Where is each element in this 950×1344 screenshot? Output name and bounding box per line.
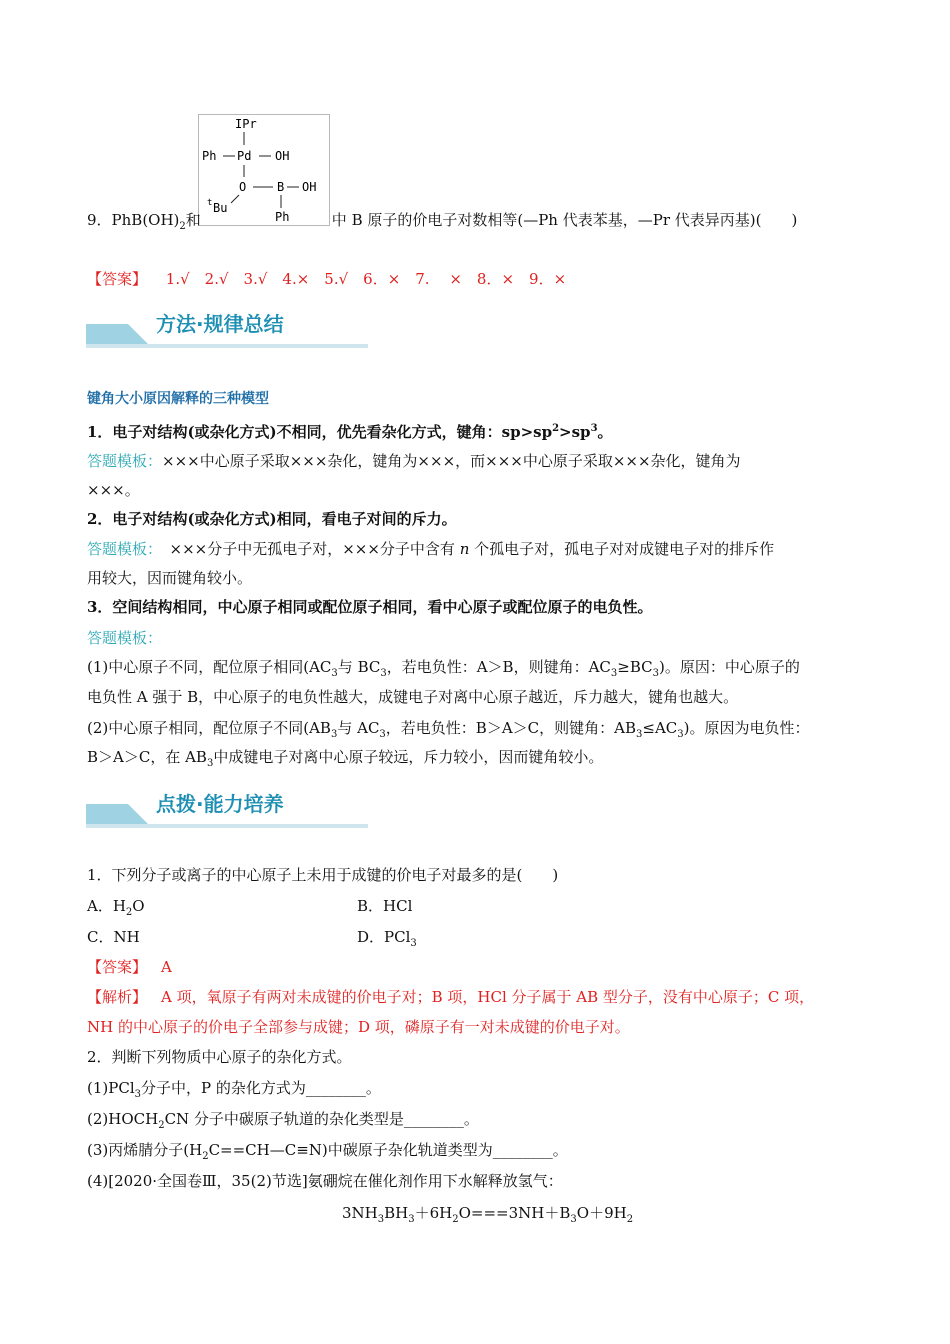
banner-methods <box>86 308 368 350</box>
struct-pd: Pd <box>237 149 252 163</box>
q9-line: 9．$PhB(OH)_2$和 中 B 原子的价电子对数相等(—Ph 代表苯基，—Pr 代表异丙基)( ) <box>87 211 798 232</box>
rule-1: 1．电子对结构(或杂化方式)不相同，优先看杂化方式，键角：$sp>sp^2>sp^3$。 <box>87 423 613 441</box>
struct-b: B <box>277 180 285 194</box>
q9-num: 9．PhB(OH) <box>87 211 180 229</box>
banner-ability <box>86 788 368 830</box>
answers-label: 【答案】 <box>87 270 148 288</box>
ex1-option-c: C．NH <box>87 928 140 946</box>
banner-methods-title: 方法·规律总结 <box>156 312 284 336</box>
struct-ph-bottom: Ph <box>275 210 290 224</box>
template-label: 答题模板： <box>87 629 163 647</box>
template-label: 答题模板： <box>87 452 163 470</box>
template-1-line1: 答题模板：×××中心原子采取×××杂化，键角为×××，而×××中心原子采取×××杂化，键角为 <box>87 452 741 470</box>
struct-oh-mid: OH <box>302 180 317 194</box>
ex2-equation: $3NH_3BH_3+6H_2O===3NH+B_3O+9H_2$ <box>342 1204 634 1225</box>
template-2-line2: 用较大，因而键角较小。 <box>87 569 253 587</box>
para-2-line1: (2)中心原子相同，配位原子不同($AB_3$与 $AC_3$，若电负性：B＞A＞C，则键角：$AB_3\le AC_3$)。原因为电负性： <box>87 719 810 740</box>
para-1-line2: 电负性 A 强于 B，中心原子的电负性越大，成键电子对离中心原子越近，斥力越大，键角也越大。 <box>87 688 739 706</box>
answers-line <box>87 268 566 290</box>
ex1-option-a: A．$H_2O$ <box>87 897 145 918</box>
ex2-stem: 2．判断下列物质中心原子的杂化方式。 <box>87 1048 352 1066</box>
section-title: 键角大小原因解释的三种模型 <box>87 391 269 407</box>
struct-o: O <box>239 180 247 194</box>
template-1-line2: ×××。 <box>87 481 140 499</box>
struct-ipr: IPr <box>235 117 257 131</box>
rule-2: 2．电子对结构(或杂化方式)相同，看电子对间的斥力。 <box>87 510 457 528</box>
template-2-line1: 答题模板： ×××分子中无孤电子对，×××分子中含有 n 个孤电子对，孤电子对对成键电子对的排斥作 <box>87 540 775 558</box>
struct-ph-left: Ph <box>202 149 217 163</box>
ex2-q1: (1)PCl$_3$分子中，P 的杂化方式为________。 <box>87 1079 381 1100</box>
struct-bu-sup: t <box>207 198 213 208</box>
para-2-line2: B＞A＞C，在 $AB_3$中成键电子对离中心原子较远，斥力较小，因而键角较小。 <box>87 748 604 769</box>
ex1-answer: 【答案】 A <box>87 958 172 976</box>
q9-rest: 中 B 原子的价电子对数相等(—Ph 代表苯基，—Pr 代表异丙基)( ) <box>331 211 798 229</box>
answers-text: 1.√ 2.√ 3.√ 4.× 5.√ 6．× 7. × 8．× 9．× <box>165 270 567 288</box>
para-1-line1: (1)中心原子不同，配位原子相同($AC_3$与 $BC_3$，若电负性：A＞B，则键角：$AC_3\ge BC_3$)。原因：中心原子的 <box>87 658 800 679</box>
template-label: 答题模板： <box>87 540 155 558</box>
ex2-q3: (3)丙烯腈分子$(H_2C==CH—C\equiv N)$中碳原子杂化轨道类型为________。 <box>87 1141 568 1162</box>
ex2-q4: (4)[2020·全国卷Ⅲ，35(2)节选]氨硼烷在催化剂作用下水解释放氢气： <box>87 1172 563 1190</box>
struct-bu: Bu <box>213 201 228 215</box>
ex1-explanation-line1: 【解析】 A 项，氧原子有两对未成键的价电子对；B 项，HCl 分子属于 AB 型分子，没有中心原子；C 项， <box>87 988 815 1006</box>
ex1-option-b: B．HCl <box>357 897 413 915</box>
struct-oh-top: OH <box>275 149 290 163</box>
ex1-stem: 1．下列分子或离子的中心原子上未用于成键的价电子对最多的是( ) <box>87 866 559 884</box>
rule-3: 3．空间结构相同，中心原子相同或配位原子相同，看中心原子或配位原子的电负性。 <box>87 598 653 616</box>
ex2-q2: $(2)HOCH_2CN$ 分子中碳原子轨道的杂化类型是________。 <box>87 1110 479 1131</box>
ex1-explanation-line2: NH 的中心原子的价电子全部参与成键；D 项，磷原子有一对未成键的价电子对。 <box>87 1018 630 1036</box>
ex1-option-d: D．PCl$_3$ <box>357 928 417 949</box>
banner-ability-title: 点拨·能力培养 <box>156 792 284 816</box>
